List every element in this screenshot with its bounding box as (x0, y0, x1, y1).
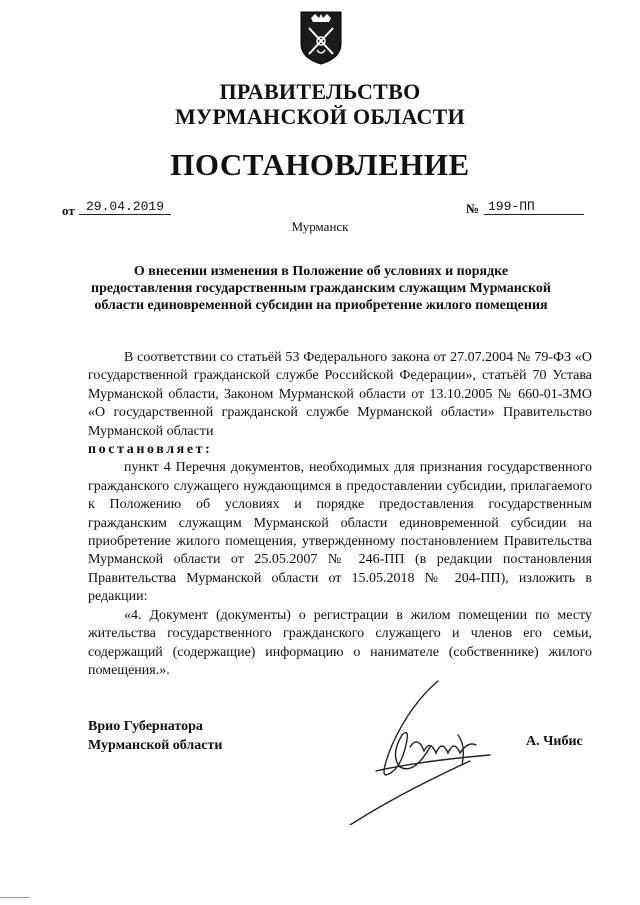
document-number: 199-ПП (484, 199, 584, 215)
amendment-paragraph: пункт 4 Перечня документов, необходимых для признания государственного гражданского служащего нуждающимся в предоставлении субсидии, прилагаемого к Положению об условиях и порядке предоставления государственным гражданским служащим Мурманской области единовременной субсидии на приобретение жилого помещения, утвержденному постановлением Правительства Мурманской области от 25.05.2007 № 246-ПП (в редакции постановления Правительства Мурманской области от 15.05.2018 № 204-ПП), изложить в редакции: (88, 460, 592, 605)
decree-word: постановляет: (88, 442, 213, 458)
document-body (88, 349, 592, 680)
document-type-title: ПОСТАНОВЛЕНИЕ (170, 147, 470, 182)
preamble-paragraph: В соответствии со статьёй 53 Федерального закона от 27.07.2004 № 79-ФЗ «О государственной гражданской службе Российской Федерации», статьёй 70 Устава Мурманской области, Законом Мурманской области от 13.10.2005 № 660-01-ЗМО «О государственной гражданской службе Мурманской области» Правительство Мурманской области (88, 350, 592, 439)
date-prefix: от (62, 203, 75, 218)
document-date: 29.04.2019 (79, 199, 171, 215)
coat-of-arms-icon (299, 10, 343, 65)
number-prefix: № (466, 201, 480, 216)
document-subject: О внесении изменения в Положение об условиях и порядке предоставления государственным гражданским служащим Мурманской области единовременной субсидии на приобретение жилого помещения (91, 264, 551, 313)
city-name: Мурманск (291, 219, 349, 234)
signatory-title (88, 717, 222, 755)
new-clause-paragraph: «4. Документ (документы) о регистрации в жилом помещении по месту жительства государственного гражданского служащего и членов его семьи, содержащий (содержащие) информацию о нанимателе (собственнике) жилого помещения.». (88, 607, 592, 678)
government-name-line1: ПРАВИТЕЛЬСТВО (219, 79, 421, 104)
signatory-title-line2: Мурманской области (88, 738, 223, 753)
government-name-line2: МУРМАНСКОЙ ОБЛАСТИ (174, 104, 466, 129)
signatory-name: А. Чибис (526, 734, 583, 749)
page-edge-mark (0, 897, 30, 898)
handwritten-signature (340, 675, 520, 825)
signatory-title-line1: Врио Губернатора (88, 719, 203, 734)
